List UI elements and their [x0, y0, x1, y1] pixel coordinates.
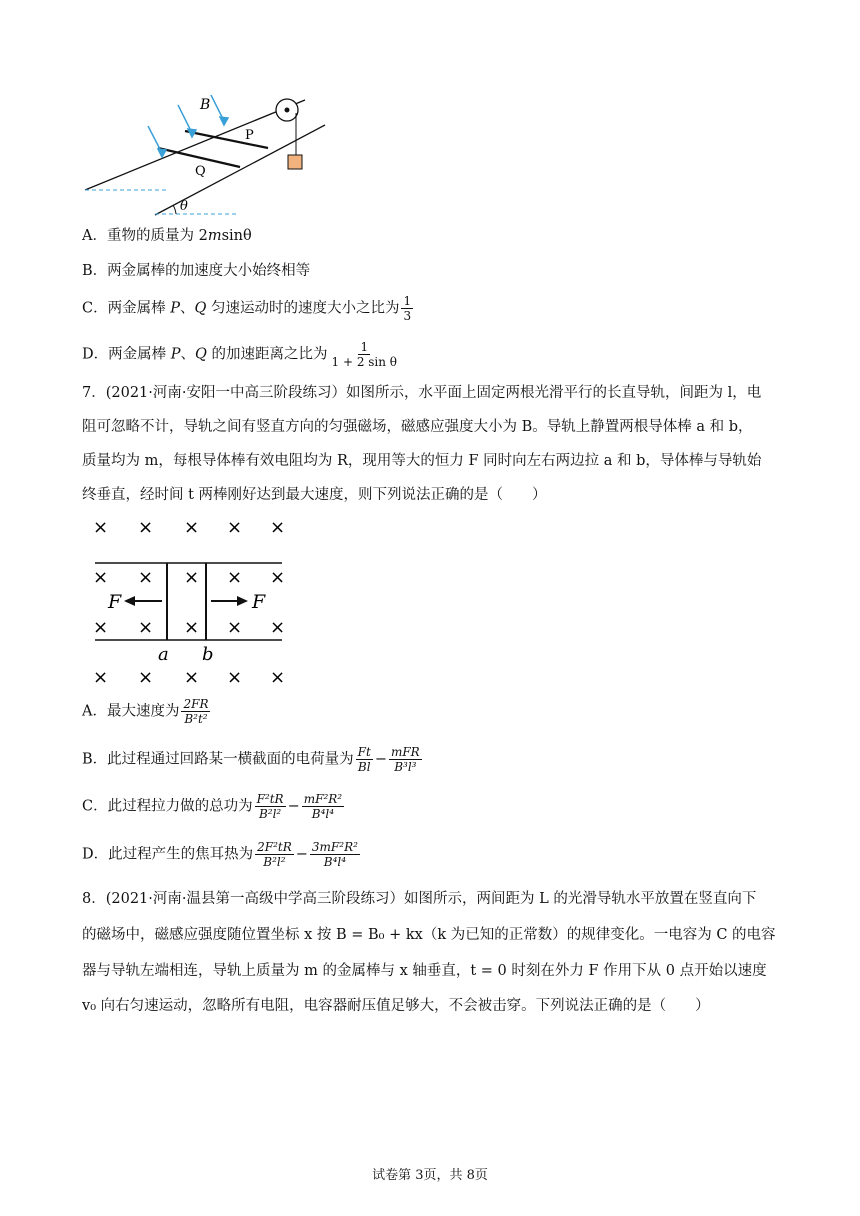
label-theta: θ [180, 199, 188, 214]
magnetic-field-cross: × [138, 567, 154, 588]
q7-option-c: C．此过程拉力做的总功为 $\frac{\text{F²tR}}{\text{B²l²}}$ − $\frac{\text{mF²R²}}{\text{B⁴l⁴}}$ [82, 792, 343, 821]
magnetic-field-cross: × [93, 617, 109, 638]
q8-stem-line-2: 的磁场中，磁感应强度随位置坐标 x 按 B = B₀ + kx（k 为已知的正常数）的规律变化。一电容为 C 的电容 [82, 927, 776, 943]
magnetic-field-cross: × [227, 517, 243, 538]
magnetic-field-cross: × [138, 667, 154, 688]
magnetic-field-cross: × [270, 617, 286, 638]
label-B: B [200, 97, 211, 113]
magnetic-field-cross: × [138, 517, 154, 538]
magnetic-field-cross: × [227, 567, 243, 588]
q7-stem-line-1: 7．(2021·河南·安阳一中高三阶段练习）如图所示，水平面上固定两根光滑平行的长直导轨，间距为 l，电 [82, 385, 762, 401]
magnetic-field-cross: × [270, 667, 286, 688]
q6-option-d: D．两金属棒 P、Q 的加速距离之比为 $\frac{1}{\text{1 + 2 sin θ}}$ [82, 340, 398, 369]
fraction: $\frac{2FR}{\text{B²t²}}$ [183, 697, 209, 726]
q7-stem-line-3: 质量均为 m，每根导体棒有效电阻均为 R，现用等大的恒力 F 同时向左右两边拉 a 和 b，导体棒与导轨始 [82, 453, 762, 469]
magnetic-field-cross: × [184, 617, 200, 638]
figure-parallel-rails [80, 510, 300, 690]
q6-option-b: B．两金属棒的加速度大小始终相等 [82, 263, 311, 279]
magnetic-field-cross: × [93, 567, 109, 588]
fraction: $\frac{1}{\text{1 + 2 sin θ}}$ [331, 340, 398, 369]
fraction: $\frac{\text{3mF²R²}}{\text{B⁴l⁴}}$ [311, 840, 358, 869]
magnetic-field-cross: × [93, 667, 109, 688]
magnetic-field-cross: × [227, 667, 243, 688]
magnetic-field-cross: × [184, 667, 200, 688]
magnetic-field-cross: × [138, 617, 154, 638]
fraction: $\frac{1}{3}$ [403, 294, 412, 323]
q8-stem-line-4: v₀ 向右匀速运动，忽略所有电阻，电容器耐压值足够大，不会被击穿。下列说法正确的是（ ） [82, 998, 710, 1014]
fraction: $\frac{\text{2F²tR}}{\text{B²l²}}$ [257, 840, 292, 869]
q8-stem-line-3: 器与导轨左端相连，导轨上质量为 m 的金属棒与 x 轴垂直，t = 0 时刻在外力 F 作用下从 0 点开始以速度 [82, 963, 767, 979]
force-left-label: F [108, 591, 122, 613]
magnetic-field-cross: × [93, 517, 109, 538]
label-P: P [245, 128, 254, 143]
page-footer: 试卷第 3页，共 8页 [372, 1168, 488, 1183]
q7-option-d: D．此过程产生的焦耳热为 $\frac{\text{2F²tR}}{\text{B²l²}}$ − $\frac{\text{3mF²R²}}{\text{B⁴l⁴}}$ [82, 840, 358, 869]
magnetic-field-cross: × [184, 517, 200, 538]
magnetic-field-cross: × [227, 617, 243, 638]
q6-option-a: A．重物的质量为 2msinθ [82, 228, 252, 244]
q7-option-a: A．最大速度为 $\frac{2FR}{\text{B²t²}}$ [82, 697, 209, 726]
rod-b-label: b [202, 644, 214, 665]
rod-a-label: a [158, 644, 169, 665]
magnetic-field-cross: × [270, 567, 286, 588]
fraction: $\frac{Ft}{Bl}$ [357, 745, 371, 774]
magnetic-field-cross: × [270, 517, 286, 538]
q7-stem-line-2: 阻可忽略不计，导轨之间有竖直方向的匀强磁场，磁感应强度大小为 B。导轨上静置两根导体棒 a 和 b， [82, 419, 753, 435]
q7-stem-line-4: 终垂直，经时间 t 两棒刚好达到最大速度，则下列说法正确的是（ ） [82, 487, 547, 503]
q8-stem-line-1: 8．(2021·河南·温县第一高级中学高三阶段练习）如图所示，两间距为 L 的光滑导轨水平放置在竖直向下 [82, 891, 757, 907]
fraction: $\frac{\text{mFR}}{\text{B³l³}}$ [390, 745, 420, 774]
q6-option-c: C．两金属棒 P、Q 匀速运动时的速度大小之比为 $\frac{1}{3}$ [82, 294, 412, 323]
magnetic-field-cross: × [184, 567, 200, 588]
q7-option-b: B．此过程通过回路某一横截面的电荷量为 $\frac{Ft}{Bl}$ − $\frac{\text{mFR}}{\text{B³l³}}$ [82, 745, 420, 774]
label-Q: Q [195, 164, 206, 179]
figure-inclined-rails [80, 95, 340, 220]
force-right-label: F [252, 591, 266, 613]
fraction: $\frac{\text{F²tR}}{\text{B²l²}}$ [256, 792, 284, 821]
fraction: $\frac{\text{mF²R²}}{\text{B⁴l⁴}}$ [303, 792, 343, 821]
